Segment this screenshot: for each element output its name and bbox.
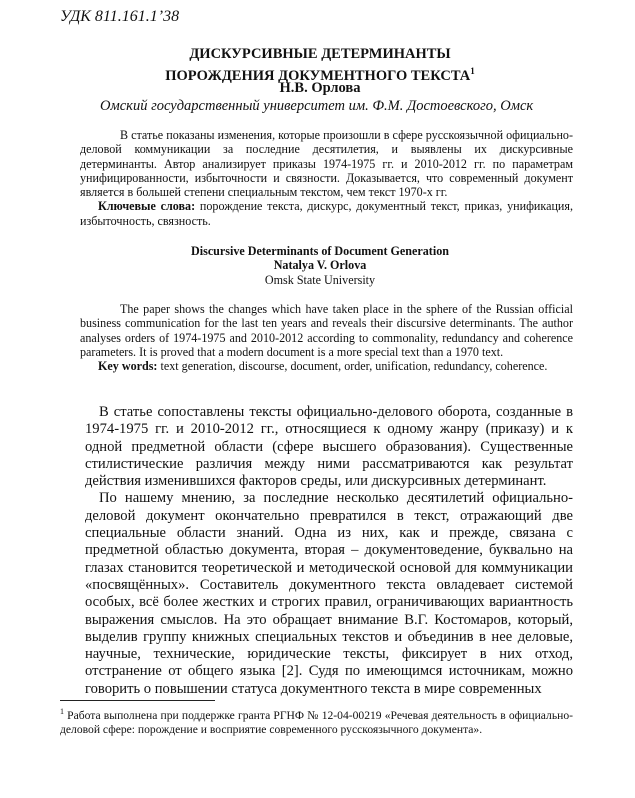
author-affiliation: Омский государственный университет им. Ф.М. Достоевского, Омск [100, 98, 534, 114]
keywords-en-text: text generation, discourse, document, order, unification, redundancy, coherence. [160, 359, 548, 374]
keywords-ru [80, 199, 573, 228]
english-author: Natalya V. Orlova [273, 258, 367, 273]
english-header [60, 244, 580, 287]
article-title [60, 46, 580, 85]
footnote-mark: 1 [60, 707, 64, 716]
keywords-en [80, 359, 573, 373]
title-line-1: ДИСКУРСИВНЫЕ ДЕТЕРМИНАНТЫ [189, 46, 451, 62]
english-affiliation: Omsk State University [264, 272, 376, 287]
udk-code: УДК 811.161.1’38 [60, 8, 180, 25]
author-name: Н.В. Орлова [279, 80, 361, 96]
abstract-en-text: The paper shows the changes which have taken place in the sphere of the Russian official business communication for the last ten years and reveals their discursive determinants. The author analyses orders of 1974-1975 and 2010-2012 according to commonality, redundancy and coherence parameters. It is proved that a modern document is a more special text than a 1970 text. [80, 302, 573, 359]
abstract-russian [80, 128, 573, 228]
title-footnote-mark: 1 [470, 66, 475, 76]
title-line-2-text: ПОРОЖДЕНИЯ ДОКУМЕНТНОГО ТЕКСТА [165, 67, 471, 84]
footnote-text: Работа выполнена при поддержке гранта РГНФ № 12-04-00219 «Речевая деятельность в официально-деловой сфере: порождение и восприятие современного русскоязычного документа». [60, 708, 573, 736]
keywords-en-label: Key words: [98, 359, 158, 374]
keywords-ru-text: порождение текста, дискурс, документный текст, приказ, унификация, избыточность, связность. [80, 199, 573, 228]
english-title: Discursive Determinants of Document Generation [191, 244, 449, 258]
abstract-ru-text: В статье показаны изменения, которые произошли в сфере русскоязычной официально-деловой коммуникации за последние десятилетия, и выявлены их дискурсивные детерминанты. Автор анализирует приказы 1974-1975 гг. и 2010-2012 гг. по параметрам унифицированности, избыточности и связности. Доказывается, что современный документ является в большей степени специальным текстом, чем текст 1970-х гг. [80, 128, 573, 200]
keywords-ru-label: Ключевые слова: [98, 199, 196, 214]
abstract-english [80, 302, 573, 373]
footnote [60, 705, 573, 736]
body-paragraph-2: По нашему мнению, за последние несколько десятилетий официально-деловой документ окончательно превратился в текст, отражающий две специальные области знаний. Одна из них, как и прежде, связана с предметной областью документа, вторая – документоведение, буквально на глазах становится теоретической и методической основой для коммуникации «посвящённых». Составитель документного текста овладевает системой особых, всё более жестких и строгих правил, ограничивающих вариантность выражения смыслов. На это обращает внимание В.Г. Костомаров, который, выделив группу книжных специальных текстов и объединив в нее деловые, научные, технические, юридические тексты, фиксирует в них отход, отстранение от общего языка [2]. Судя по имеющимся источникам, можно говорить о повышении статуса документного текста в мире современных [85, 490, 573, 697]
article-body [85, 404, 573, 698]
footnote-divider [60, 700, 215, 701]
body-paragraph-1: В статье сопоставлены тексты официально-делового оборота, созданные в 1974-1975 гг. и 2010-2012 гг., относящиеся к одному жанру (приказу) и к одной предметной области (сфере высшего образования). Существенные стилистические различия между ними рассматриваются как результат действия изменившихся факторов среды, или дискурсивных детерминант. [85, 404, 573, 490]
